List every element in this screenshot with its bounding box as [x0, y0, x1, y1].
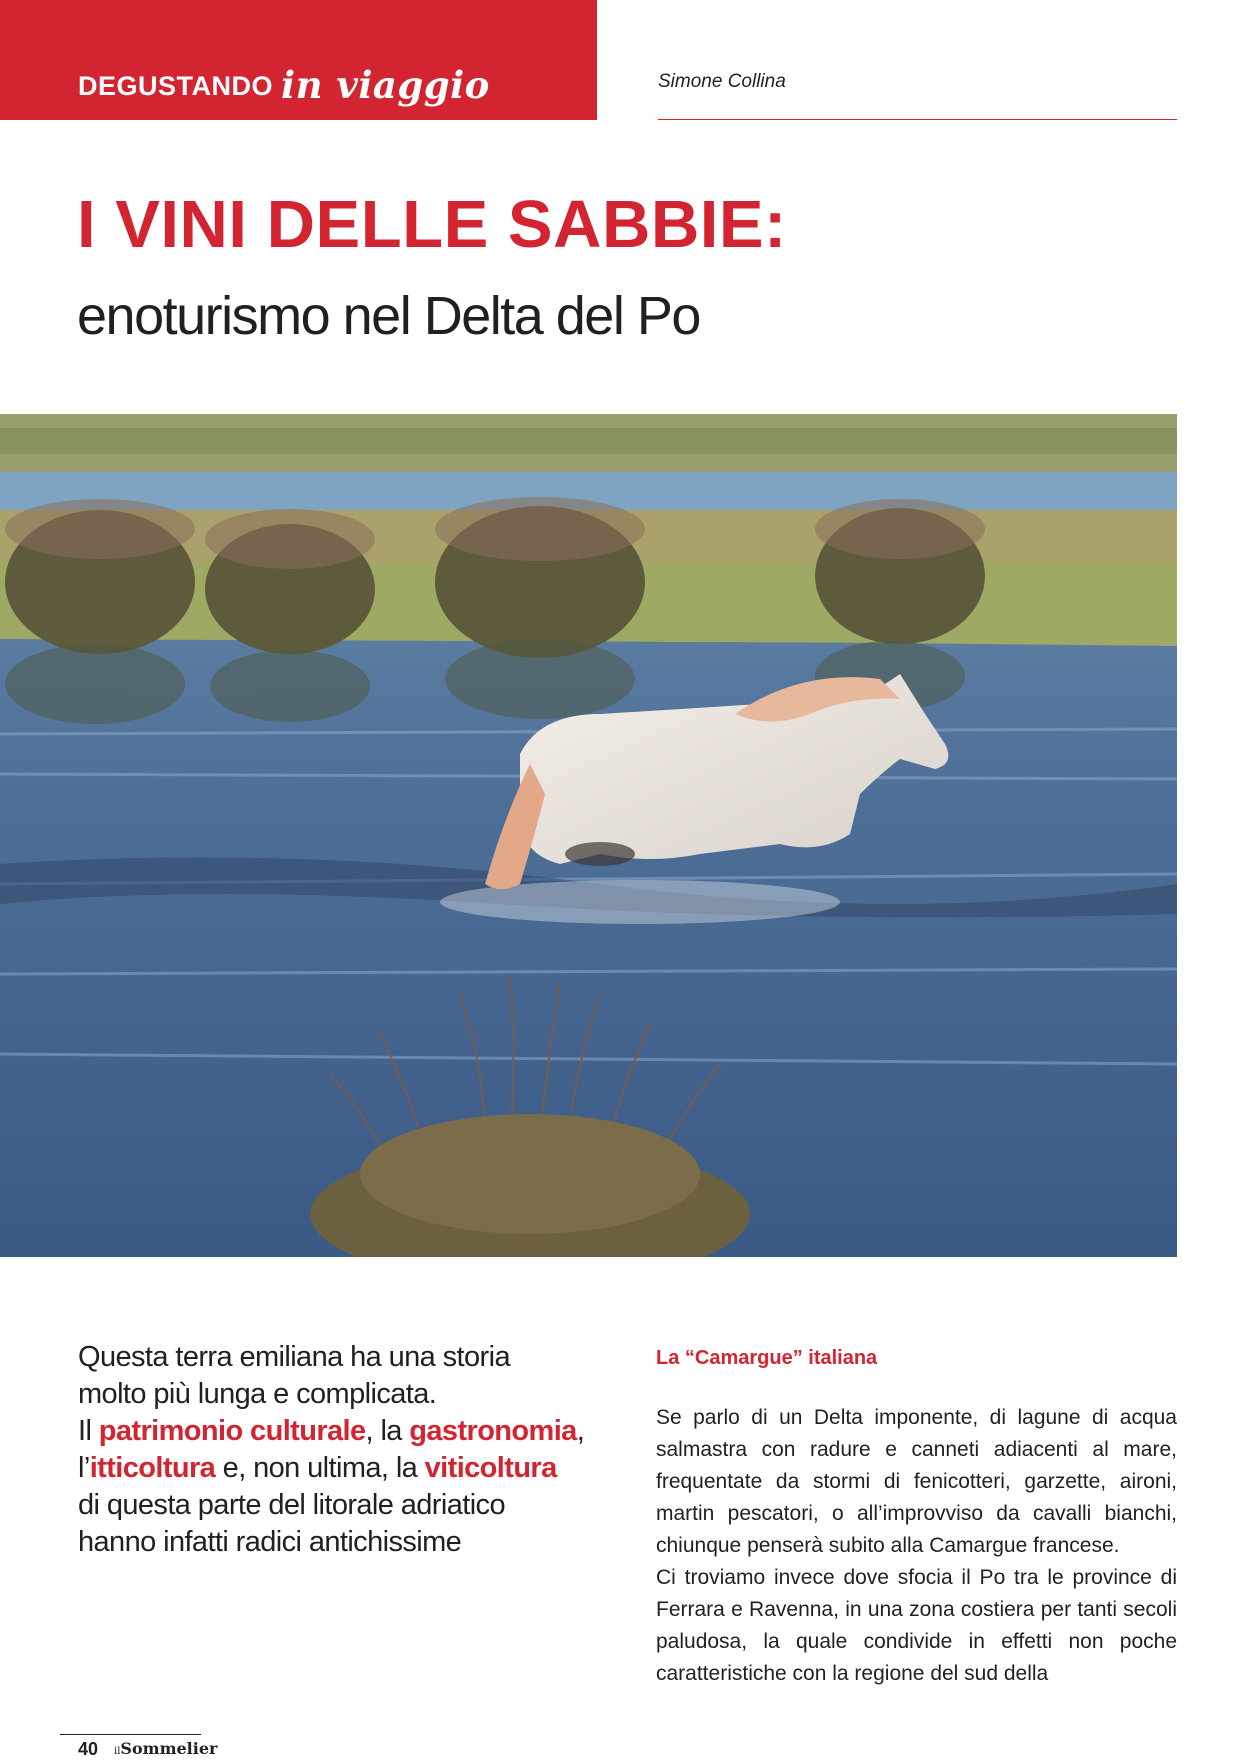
lede-text: , — [576, 1415, 585, 1447]
highlight-term: viticoltura — [424, 1452, 557, 1484]
page-number: 40 — [78, 1739, 99, 1759]
lede-text: l’ — [78, 1452, 90, 1484]
article-subtitle: enoturismo nel Delta del Po — [77, 286, 700, 346]
section-label — [78, 60, 490, 107]
section-accent: in viaggio — [281, 63, 490, 107]
lede-text: , la — [365, 1415, 410, 1447]
lede-line: Questa terra emiliana ha una storia — [78, 1341, 510, 1373]
lede-paragraph — [78, 1339, 618, 1561]
hero-photo — [0, 414, 1177, 1257]
lede-text: e, non ultima, la — [215, 1452, 425, 1484]
magazine-name — [114, 1739, 217, 1758]
lede-line: molto più lunga e complicata. — [78, 1378, 437, 1410]
footer-divider — [60, 1734, 201, 1735]
lede-line — [78, 1413, 618, 1450]
header-divider — [658, 119, 1177, 120]
body-paragraph: Ci troviamo invece dove sfocia il Po tra le province di Ferrara e Ravenna, in una zona costiera per tanti secoli paludosa, la quale condivide in effetti non poche caratteristiche con la regione del sud della — [656, 1566, 1177, 1685]
highlight-term: patrimonio culturale — [98, 1415, 366, 1447]
section-name: DEGUSTANDO — [78, 71, 274, 101]
highlight-term: gastronomia — [409, 1415, 577, 1447]
author-byline: Simone Collina — [658, 71, 786, 92]
lede-line: hanno infatti radici antichissime — [78, 1526, 462, 1558]
lede-line — [78, 1450, 618, 1487]
highlight-term: itticoltura — [89, 1452, 216, 1484]
section-heading: La “Camargue” italiana — [656, 1347, 878, 1369]
magazine-prefix: il — [114, 1746, 121, 1757]
article-title: I VINI DELLE SABBIE: — [77, 187, 787, 262]
lede-line: di questa parte del litorale adriatico — [78, 1489, 505, 1521]
body-paragraph: Se parlo di un Delta imponente, di lagune di acqua salmastra con radure e canneti adiacenti al mare, frequentate da stormi di fenicotteri, garzette, aironi, martin pescatori, o all’improvviso da cavalli bianchi, chiunque penserà subito alla Camargue francese. — [656, 1406, 1177, 1557]
lede-text: Il — [78, 1415, 99, 1447]
magazine-title: Sommelier — [120, 1739, 218, 1758]
body-column — [656, 1402, 1177, 1690]
